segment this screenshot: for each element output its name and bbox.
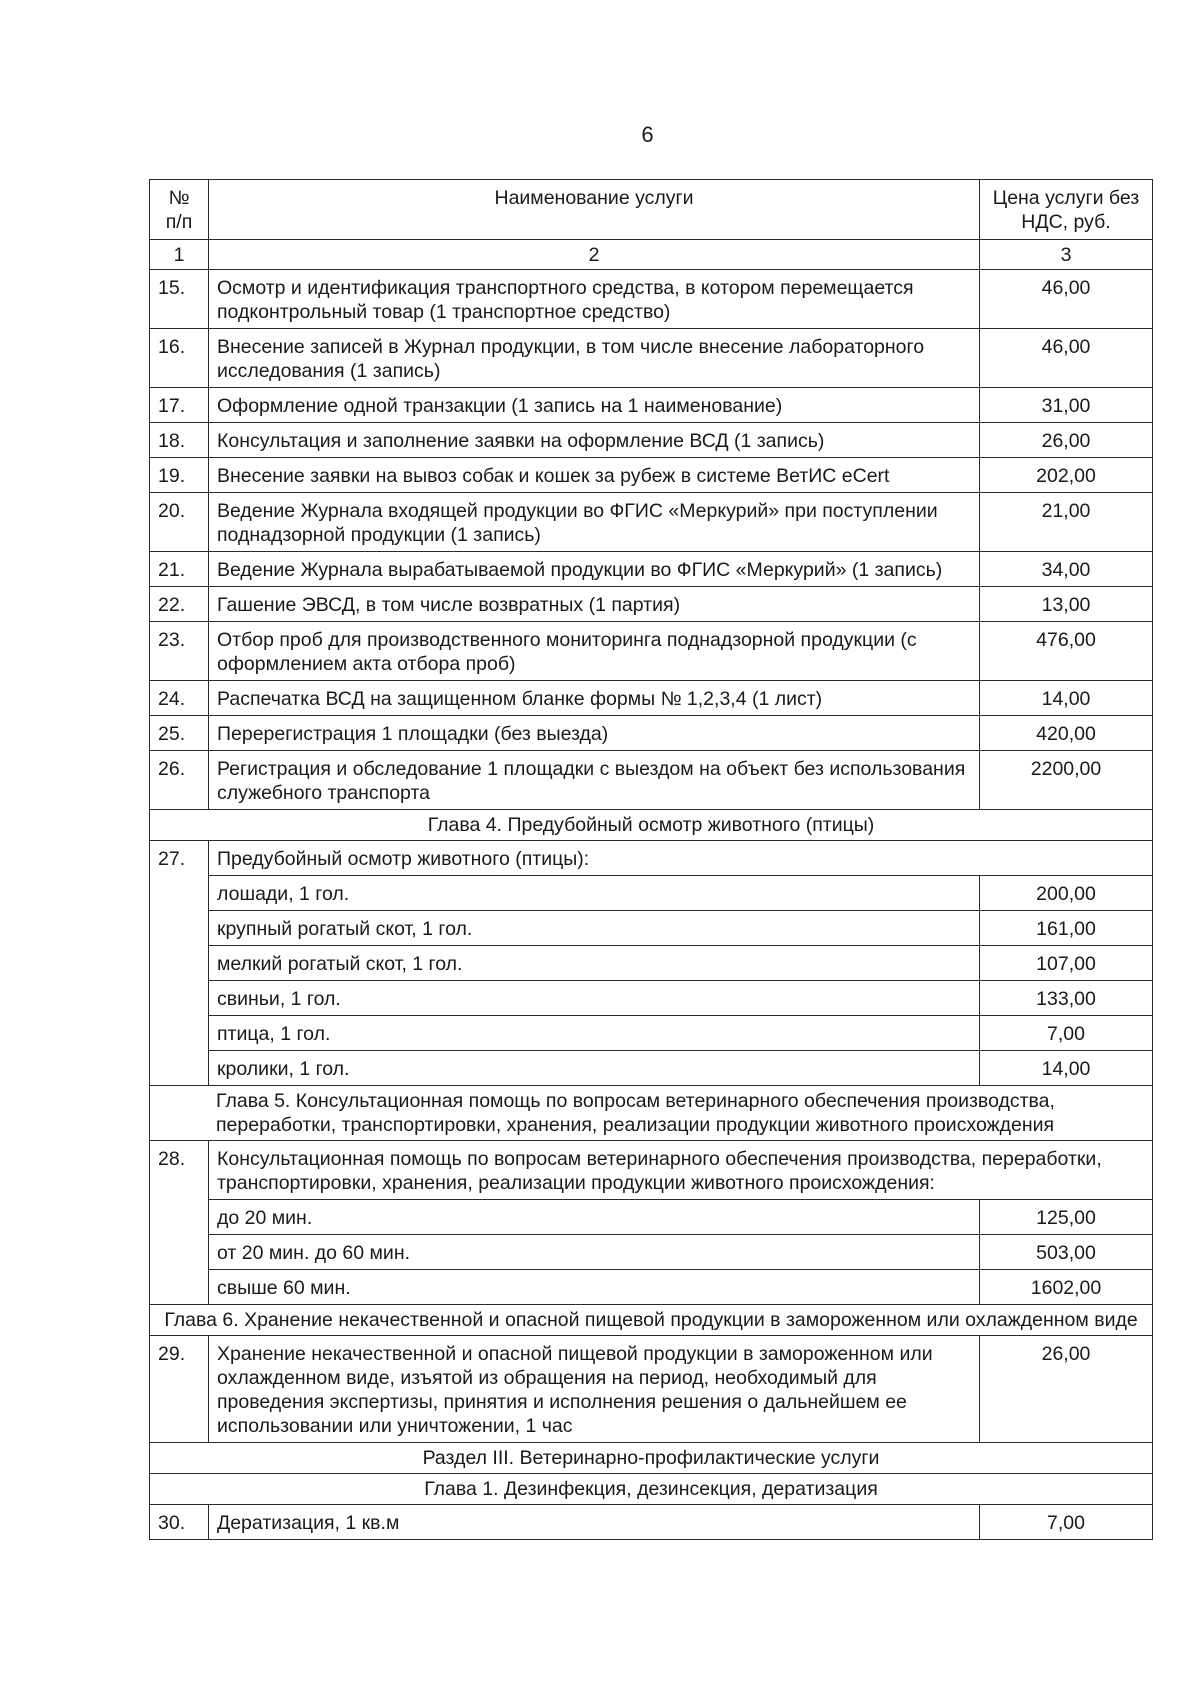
table-row [150, 458, 1153, 493]
row-num: 15. [150, 270, 209, 329]
header-row [150, 180, 1153, 240]
row-num: 25. [150, 716, 209, 751]
row-name: Перерегистрация 1 площадки (без выезда) [209, 716, 980, 751]
sub-price: 133,00 [980, 981, 1153, 1016]
row-num: 23. [150, 622, 209, 681]
group-title: Предубойный осмотр животного (птицы): [209, 841, 1153, 876]
sub-name: лошади, 1 гол. [209, 876, 980, 911]
table-row [150, 270, 1153, 329]
row-price: 14,00 [980, 681, 1153, 716]
sub-name: до 20 мин. [209, 1200, 980, 1235]
column-number-row [150, 240, 1153, 270]
chapter-row [150, 1086, 1153, 1141]
row-price: 21,00 [980, 493, 1153, 552]
column-number: 2 [209, 240, 980, 270]
chapter-title: Глава 6. Хранение некачественной и опасной пищевой продукции в замороженном или охлажденном виде [150, 1305, 1153, 1336]
row-name: Ведение Журнала входящей продукции во ФГИС «Меркурий» при поступлении поднадзорной продукции (1 запись) [209, 493, 980, 552]
row-name: Осмотр и идентификация транспортного средства, в котором перемещается подконтрольный товар (1 транспортное средство) [209, 270, 980, 329]
sub-price: 200,00 [980, 876, 1153, 911]
sub-row [150, 1270, 1153, 1305]
row-name: Внесение заявки на вывоз собак и кошек за рубеж в системе ВетИС eCert [209, 458, 980, 493]
row-num: 21. [150, 552, 209, 587]
table-row [150, 716, 1153, 751]
table-row [150, 681, 1153, 716]
row-num: 16. [150, 329, 209, 388]
chapter-title: Глава 4. Предубойный осмотр животного (птицы) [150, 810, 1153, 841]
table-row [150, 622, 1153, 681]
row-num: 24. [150, 681, 209, 716]
row-price: 2200,00 [980, 751, 1153, 810]
header-name: Наименование услуги [209, 180, 980, 240]
row-price: 31,00 [980, 388, 1153, 423]
price-table [149, 179, 1153, 1540]
group-row [150, 841, 1153, 876]
column-number: 3 [980, 240, 1153, 270]
table-row [150, 751, 1153, 810]
group-title: Консультационная помощь по вопросам ветеринарного обеспечения производства, переработки, транспортировки, хранения, реализации продукции животного происхождения: [209, 1141, 1153, 1200]
sub-row [150, 876, 1153, 911]
sub-row [150, 1200, 1153, 1235]
table-row [150, 329, 1153, 388]
row-name: Регистрация и обследование 1 площадки с выездом на объект без использования служебного транспорта [209, 751, 980, 810]
chapter-title: Глава 1. Дезинфекция, дезинсекция, дератизация [150, 1474, 1153, 1505]
row-price: 26,00 [980, 423, 1153, 458]
sub-price: 107,00 [980, 946, 1153, 981]
row-price: 7,00 [980, 1505, 1153, 1540]
row-num: 27. [150, 841, 209, 1086]
row-price: 34,00 [980, 552, 1153, 587]
sub-price: 1602,00 [980, 1270, 1153, 1305]
header-num: № п/п [150, 180, 209, 240]
chapter-row [150, 1305, 1153, 1336]
sub-row [150, 911, 1153, 946]
row-name: Ведение Журнала вырабатываемой продукции во ФГИС «Меркурий» (1 запись) [209, 552, 980, 587]
group-row [150, 1141, 1153, 1200]
row-price: 46,00 [980, 270, 1153, 329]
sub-price: 161,00 [980, 911, 1153, 946]
table-row [150, 1336, 1153, 1443]
row-num: 30. [150, 1505, 209, 1540]
row-name: Гашение ЭВСД, в том числе возвратных (1 партия) [209, 587, 980, 622]
chapter-row [150, 810, 1153, 841]
row-name: Распечатка ВСД на защищенном бланке формы № 1,2,3,4 (1 лист) [209, 681, 980, 716]
sub-name: кролики, 1 гол. [209, 1051, 980, 1086]
sub-price: 503,00 [980, 1235, 1153, 1270]
sub-row [150, 1235, 1153, 1270]
table-row [150, 552, 1153, 587]
row-price: 420,00 [980, 716, 1153, 751]
section-title: Раздел III. Ветеринарно-профилактические услуги [150, 1443, 1153, 1474]
row-name: Отбор проб для производственного мониторинга поднадзорной продукции (с оформлением акта отбора проб) [209, 622, 980, 681]
table-row [150, 423, 1153, 458]
row-num: 20. [150, 493, 209, 552]
table-row [150, 587, 1153, 622]
chapter-title: Глава 5. Консультационная помощь по вопросам ветеринарного обеспечения производства, переработки, транспортировки, хранения, реализации продукции животного происхождения [150, 1086, 1153, 1141]
row-num: 19. [150, 458, 209, 493]
table-row [150, 388, 1153, 423]
sub-row [150, 1016, 1153, 1051]
sub-price: 14,00 [980, 1051, 1153, 1086]
row-price: 26,00 [980, 1336, 1153, 1443]
row-num: 18. [150, 423, 209, 458]
sub-name: свиньи, 1 гол. [209, 981, 980, 1016]
sub-name: птица, 1 гол. [209, 1016, 980, 1051]
sub-row [150, 1051, 1153, 1086]
column-number: 1 [150, 240, 209, 270]
row-name: Оформление одной транзакции (1 запись на 1 наименование) [209, 388, 980, 423]
table-row [150, 493, 1153, 552]
row-name: Дератизация, 1 кв.м [209, 1505, 980, 1540]
row-name: Консультация и заполнение заявки на оформление ВСД (1 запись) [209, 423, 980, 458]
row-num: 26. [150, 751, 209, 810]
sub-name: от 20 мин. до 60 мин. [209, 1235, 980, 1270]
chapter-row [150, 1474, 1153, 1505]
row-num: 29. [150, 1336, 209, 1443]
table-row [150, 1505, 1153, 1540]
sub-row [150, 946, 1153, 981]
row-num: 28. [150, 1141, 209, 1305]
sub-row [150, 981, 1153, 1016]
section-row [150, 1443, 1153, 1474]
row-name: Внесение записей в Журнал продукции, в том числе внесение лабораторного исследования (1 запись) [209, 329, 980, 388]
sub-price: 125,00 [980, 1200, 1153, 1235]
row-price: 46,00 [980, 329, 1153, 388]
row-num: 22. [150, 587, 209, 622]
row-name: Хранение некачественной и опасной пищевой продукции в замороженном или охлажденном виде, изъятой из обращения на период, необходимый для проведения экспертизы, принятия и исполнения решения о дальнейшем ее использовании или уничтожении, 1 час [209, 1336, 980, 1443]
sub-name: мелкий рогатый скот, 1 гол. [209, 946, 980, 981]
sub-name: свыше 60 мин. [209, 1270, 980, 1305]
sub-price: 7,00 [980, 1016, 1153, 1051]
row-num: 17. [150, 388, 209, 423]
header-price: Цена услуги без НДС, руб. [980, 180, 1153, 240]
sub-name: крупный рогатый скот, 1 гол. [209, 911, 980, 946]
row-price: 476,00 [980, 622, 1153, 681]
page-number: 6 [641, 122, 654, 147]
row-price: 13,00 [980, 587, 1153, 622]
row-price: 202,00 [980, 458, 1153, 493]
